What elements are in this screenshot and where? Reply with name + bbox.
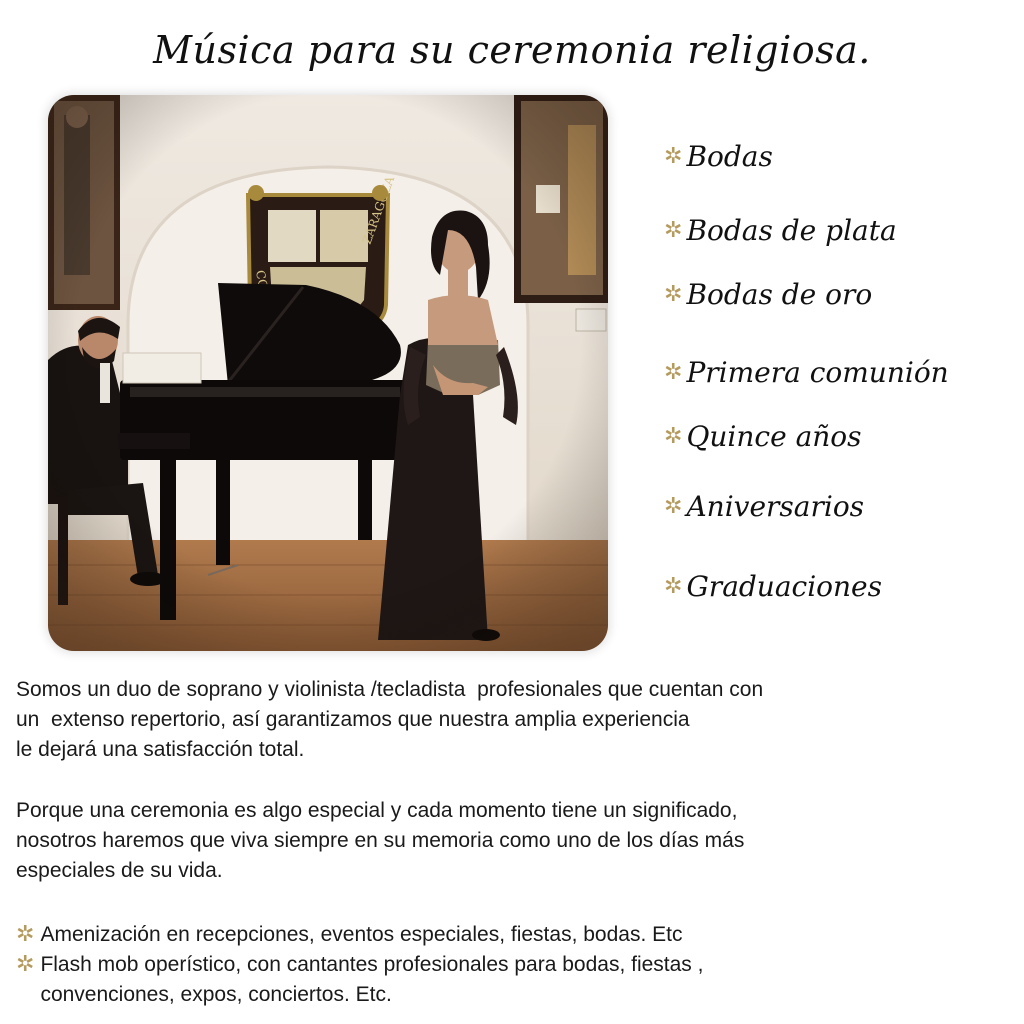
ceremony-paragraph — [16, 796, 1006, 886]
page-title: Música para su ceremonia religiosa. — [153, 28, 871, 72]
service-line: convenciones, expos, conciertos. Etc. — [40, 983, 392, 1006]
event-label: Quince años — [686, 420, 862, 453]
asterisk-icon: ✲ — [16, 952, 35, 977]
event-label: Bodas de oro — [686, 278, 873, 311]
event-item-bodas-de-plata — [664, 214, 897, 247]
asterisk-icon: ✲ — [664, 217, 683, 243]
ceremony-line: especiales de su vida. — [16, 859, 223, 882]
event-label: Aniversarios — [686, 490, 865, 523]
service-line: Amenización en recepciones, eventos especiales, fiestas, bodas. Etc — [40, 923, 683, 946]
intro-line: Somos un duo de soprano y violinista /tecladista profesionales que cuentan con — [16, 678, 764, 701]
asterisk-icon: ✲ — [664, 493, 683, 519]
asterisk-icon: ✲ — [664, 423, 683, 449]
performers-photo — [48, 95, 608, 651]
ceremony-line: nosotros haremos que viva siempre en su memoria como uno de los días más — [16, 829, 745, 852]
asterisk-icon: ✲ — [664, 281, 683, 307]
asterisk-icon: ✲ — [664, 359, 683, 385]
event-label: Primera comunión — [686, 356, 949, 389]
intro-paragraph — [16, 675, 1006, 765]
event-item-bodas — [664, 140, 773, 173]
service-line: Flash mob operístico, con cantantes profesionales para bodas, fiestas , — [40, 953, 704, 976]
intro-line: le dejará una satisfacción total. — [16, 738, 305, 761]
event-item-aniversarios — [664, 490, 864, 523]
performers-photo-illustration — [48, 95, 608, 651]
intro-line: un extenso repertorio, así garantizamos que nuestra amplia experiencia — [16, 708, 690, 731]
event-label: Bodas de plata — [686, 214, 897, 247]
asterisk-icon: ✲ — [16, 922, 35, 947]
ceremony-line: Porque una ceremonia es algo especial y cada momento tiene un significado, — [16, 799, 738, 822]
event-item-graduaciones — [664, 570, 882, 603]
service-item — [16, 920, 1006, 950]
event-label: Graduaciones — [686, 570, 882, 603]
event-item-quince-anos — [664, 420, 862, 453]
event-item-primera-comunion — [664, 356, 949, 389]
event-types-list — [664, 0, 1024, 640]
event-item-bodas-de-oro — [664, 278, 872, 311]
event-label: Bodas — [686, 140, 773, 173]
services-list — [16, 920, 1006, 1010]
asterisk-icon: ✲ — [664, 143, 683, 169]
asterisk-icon: ✲ — [664, 573, 683, 599]
service-item — [16, 950, 1006, 1010]
